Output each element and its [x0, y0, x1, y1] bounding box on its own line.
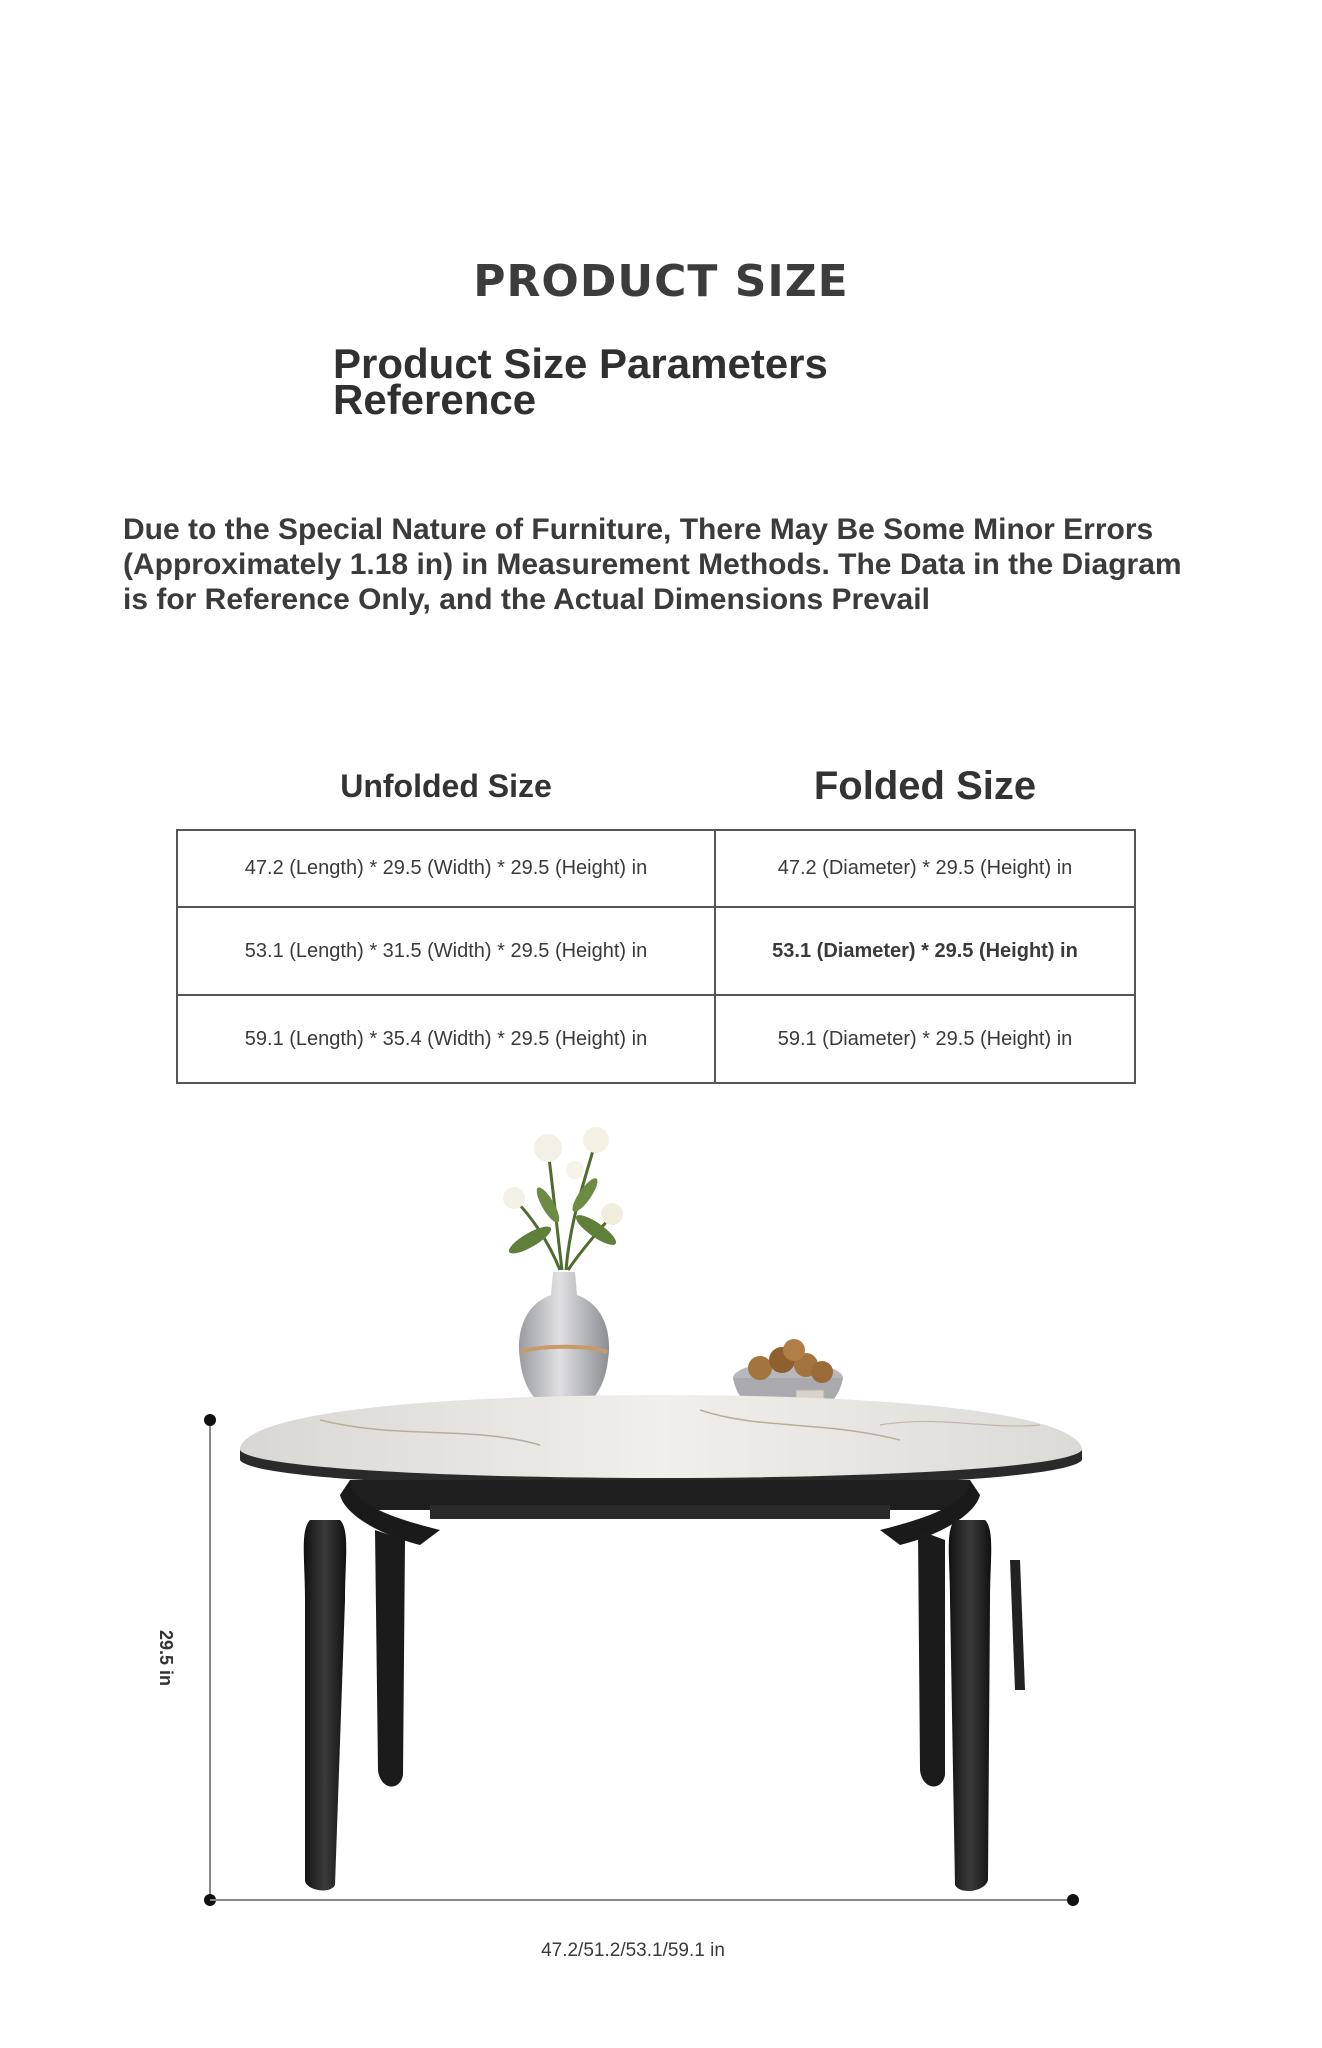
page-title: PRODUCT SIZE	[473, 256, 849, 307]
width-dimension-line	[210, 1894, 1079, 1906]
height-dimension-line	[204, 1414, 216, 1906]
unfolded-size-cell: 53.1 (Length) * 31.5 (Width) * 29.5 (Height) in	[177, 907, 715, 995]
folded-size-cell: 59.1 (Diameter) * 29.5 (Height) in	[715, 995, 1135, 1083]
tabletop	[240, 1395, 1082, 1488]
table-row	[177, 907, 1135, 995]
width-dimension-label: 47.2/51.2/53.1/59.1 in	[541, 1940, 725, 1961]
folded-size-cell: 47.2 (Diameter) * 29.5 (Height) in	[715, 830, 1135, 907]
unfolded-size-header: Unfolded Size	[340, 768, 552, 804]
table-row	[177, 995, 1135, 1083]
folded-size-header: Folded Size	[813, 764, 1037, 808]
folded-size-cell: 53.1 (Diameter) * 29.5 (Height) in	[715, 907, 1135, 995]
vase	[519, 1272, 609, 1412]
table-illustration	[0, 1110, 1322, 2010]
size-table	[176, 829, 1136, 1084]
unfolded-size-cell: 59.1 (Length) * 35.4 (Width) * 29.5 (Height) in	[177, 995, 715, 1083]
unfolded-size-cell: 47.2 (Length) * 29.5 (Width) * 29.5 (Height) in	[177, 830, 715, 907]
page-subtitle: Product Size Parameters Reference	[333, 340, 828, 423]
flower-arrangement	[503, 1127, 623, 1270]
height-dimension-label: 29.5 in	[156, 1630, 176, 1687]
table-base	[304, 1480, 1025, 1891]
table-row	[177, 830, 1135, 907]
disclaimer-text: Due to the Special Nature of Furniture, There May Be Some Minor Errors (Approximately 1.18 in) in Measurement Methods. The Data in the Diagram is for Reference Only, and the Actual Dimensions Prevail	[123, 513, 1182, 616]
